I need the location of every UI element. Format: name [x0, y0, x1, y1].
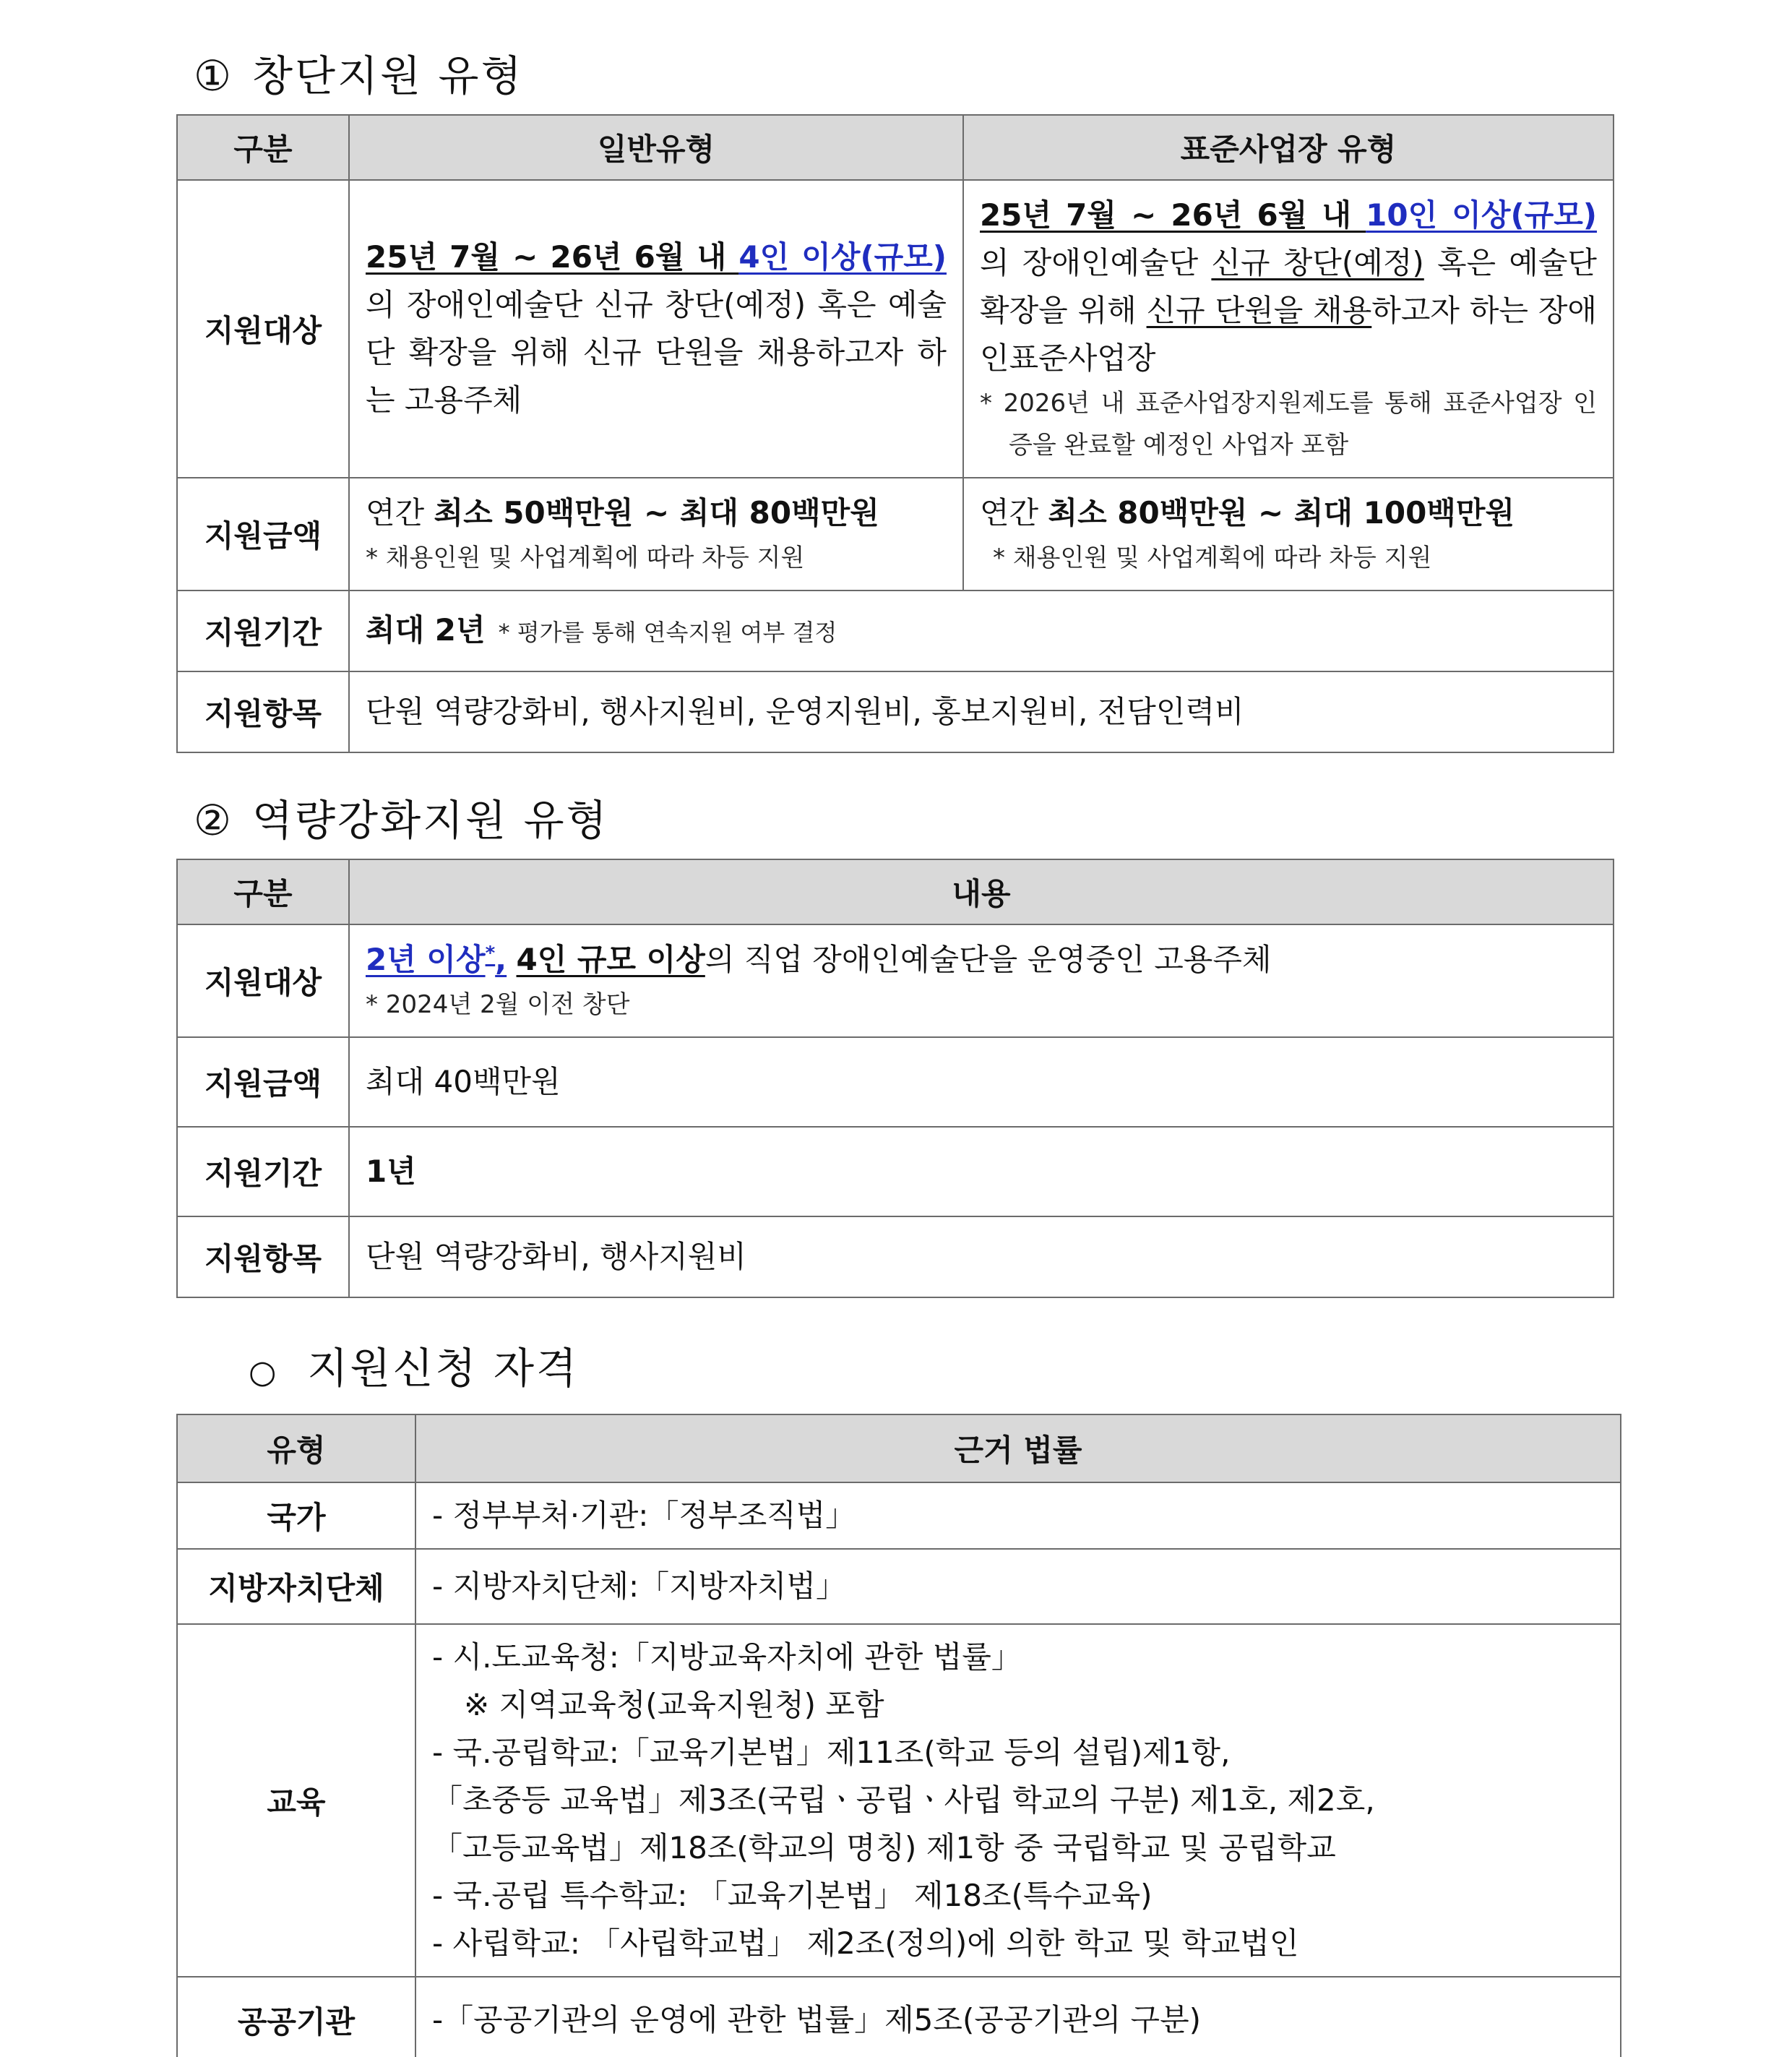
capacity-target-years: 2년 이상: [366, 942, 486, 977]
section3-heading: [249, 1334, 579, 1395]
table-row-amount: [177, 1037, 1614, 1127]
table-row: [177, 1977, 1621, 2057]
standard-target-scale: 10인 이상(규모): [1366, 197, 1597, 233]
standard-target-body1: 장애인예술단: [1022, 245, 1212, 280]
table-row-target: [177, 180, 1614, 478]
table-header-row: [177, 859, 1614, 924]
standard-target-body3: 하고자 하는 장애인표준사업장: [980, 293, 1597, 376]
table-row: [177, 1549, 1621, 1624]
eligibility-basis: -「공공기관의 운영에 관한 법률」제5조(공공기관의 구분): [415, 1977, 1621, 2057]
section3-bullet: ○: [249, 1354, 279, 1391]
basis-line: 「초중등 교육법」제3조(국립ㆍ공립ㆍ사립 학교의 구분) 제1호, 제2호,: [432, 1782, 1375, 1818]
standard-target-note: * 2026년 내 표준사업장지원제도를 통해 표준사업장 인증을 완료할 예정인 사업자 포함: [980, 389, 1597, 460]
general-target-scale: 4인 이상(규모): [738, 239, 947, 275]
capacity-period-value: 1년: [349, 1127, 1614, 1216]
capacity-target-cell: [349, 924, 1614, 1037]
basis-line: - 사립학교: 「사립학교법」 제2조(정의)에 의한 학교 및 학교법인: [432, 1925, 1299, 1961]
section2-number: ②: [194, 796, 233, 845]
header-category: 구분: [177, 859, 349, 924]
period-note: * 평가를 통해 연속지원 여부 결정: [498, 618, 837, 646]
table-header-row: [177, 115, 1614, 180]
table-row-items: [177, 1216, 1614, 1297]
header-category: 구분: [177, 115, 349, 180]
header-standard-type: 표준사업장 유형: [963, 115, 1614, 180]
standard-amount-prefix: 연간: [980, 495, 1048, 531]
eligibility-type: 교육: [177, 1624, 415, 1977]
capacity-amount-value: 최대 40백만원: [349, 1037, 1614, 1127]
table-row-items: [177, 671, 1614, 752]
items-value: 단원 역량강화비, 행사지원비, 운영지원비, 홍보지원비, 전담인력비: [349, 671, 1614, 752]
section1-heading: [194, 42, 524, 103]
period-value: 최대 2년: [366, 611, 486, 648]
general-amount-note: * 채용인원 및 사업계획에 따라 차등 지원: [366, 544, 805, 572]
standard-target-body2: 혹은 예술단 확장을 위해: [980, 245, 1597, 328]
standard-amount-value: 최소 80백만원 ~ 최대 100백만원: [1048, 495, 1515, 531]
general-amount-prefix: 연간: [366, 495, 434, 531]
basis-line: - 국.공립학교:「교육기본법」제11조(학교 등의 설립)제1항,: [432, 1735, 1231, 1770]
row-label-target: 지원대상: [177, 924, 349, 1037]
general-target-period: 25년 7월 ~ 26년 6월 내: [366, 239, 739, 275]
eligibility-basis: - 지방자치단체:「지방자치법」: [415, 1549, 1621, 1624]
capacity-target-comma: ,: [495, 942, 507, 977]
standard-target-period: 25년 7월 ~ 26년 6월 내: [980, 197, 1366, 233]
founding-support-table: [176, 114, 1614, 753]
row-label-items: 지원항목: [177, 1216, 349, 1297]
general-amount-value: 최소 50백만원 ~ 최대 80백만원: [434, 495, 879, 531]
general-target-body: 장애인예술단 신규 창단(예정) 혹은 예술단 확장을 위해 신규 단원을 채용하고자 하는 고용주체: [366, 287, 947, 418]
capacity-target-rest: 의 직업 장애인예술단을 운영중인 고용주체: [705, 942, 1272, 977]
table-row: [177, 1624, 1621, 1977]
standard-amount-cell: [963, 478, 1614, 591]
table-row: [177, 1482, 1621, 1549]
standard-target-cell: [963, 180, 1614, 478]
table-row-target: [177, 924, 1614, 1037]
table-row-period: [177, 1127, 1614, 1216]
table-header-row: [177, 1414, 1621, 1482]
row-label-amount: 지원금액: [177, 478, 349, 591]
eligibility-type: 공공기관: [177, 1977, 415, 2057]
capacity-target-scale: 4인 규모 이상: [516, 942, 705, 977]
standard-target-new-hire: 신규 단원을 채용: [1146, 293, 1372, 328]
header-legal-basis: 근거 법률: [415, 1414, 1621, 1482]
period-cell: [349, 591, 1614, 671]
header-type: 유형: [177, 1414, 415, 1482]
basis-line: - 시.도교육청:「지방교육자치에 관한 법률」: [432, 1639, 1022, 1675]
capacity-target-note: * 2024년 2월 이전 창단: [366, 990, 630, 1019]
basis-line: 「고등교육법」제18조(학교의 명칭) 제1항 중 국립학교 및 공립학교: [432, 1830, 1336, 1865]
eligibility-type: 지방자치단체: [177, 1549, 415, 1624]
section2-title: 역량강화지원 유형: [252, 796, 609, 845]
section1-number: ①: [194, 51, 233, 100]
capacity-support-table: [176, 859, 1614, 1298]
header-content: 내용: [349, 859, 1614, 924]
row-label-items: 지원항목: [177, 671, 349, 752]
eligibility-type: 국가: [177, 1482, 415, 1549]
general-target-cell: [349, 180, 963, 478]
eligibility-table: [176, 1414, 1621, 2057]
row-label-period: 지원기간: [177, 1127, 349, 1216]
table-row-period: [177, 591, 1614, 671]
standard-amount-note: * 채용인원 및 사업계획에 따라 차등 지원: [993, 544, 1432, 572]
capacity-target-sup: *: [485, 942, 496, 964]
section2-heading: [194, 786, 609, 847]
capacity-items-value: 단원 역량강화비, 행사지원비: [349, 1216, 1614, 1297]
section3-title: 지원신청 자격: [307, 1344, 580, 1393]
header-general-type: 일반유형: [349, 115, 963, 180]
section1-title: 창단지원 유형: [252, 51, 524, 100]
row-label-amount: 지원금액: [177, 1037, 349, 1127]
general-amount-cell: [349, 478, 963, 591]
standard-target-new-founding: 신규 창단(예정): [1211, 245, 1424, 280]
basis-line: - 국.공립 특수학교: 「교육기본법」 제18조(특수교육): [432, 1878, 1153, 1913]
row-label-period: 지원기간: [177, 591, 349, 671]
table-row-amount: [177, 478, 1614, 591]
row-label-target: 지원대상: [177, 180, 349, 478]
general-target-suffix: 의: [366, 287, 395, 322]
standard-target-suffix: 의: [980, 245, 1009, 280]
basis-line: ※ 지역교육청(교육지원청) 포함: [464, 1687, 884, 1722]
eligibility-basis: - 정부부처·기관:「정부조직법」: [415, 1482, 1621, 1549]
eligibility-basis: [415, 1624, 1621, 1977]
